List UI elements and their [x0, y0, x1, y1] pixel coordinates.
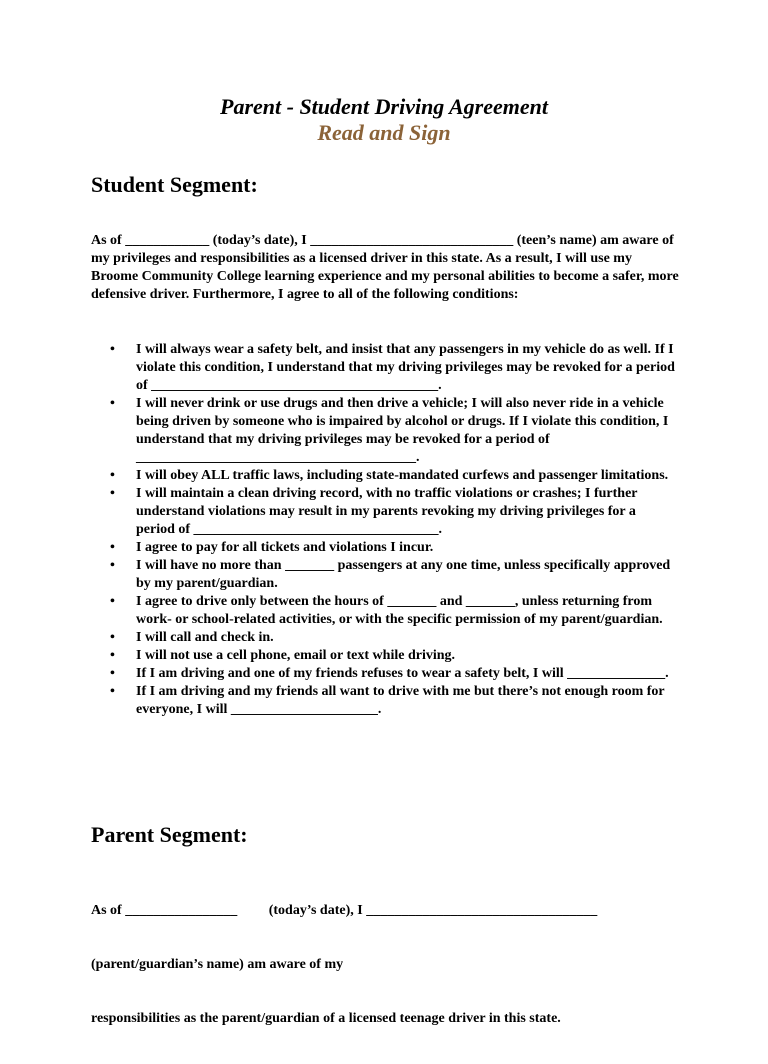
- list-item: [0, 665, 676, 683]
- list-item: [0, 629, 676, 647]
- condition-text: I will always wear a safety belt, and insist that any passengers in my vehicle do as well. If I violate this condition, I understand that my driving privileges may be revoked for a period of _________________________________________.: [136, 342, 675, 393]
- parent-segment-heading: Parent Segment:: [91, 822, 248, 847]
- student-conditions-list: [0, 341, 768, 719]
- list-item: [0, 341, 676, 395]
- bullet-icon: •: [110, 594, 115, 609]
- condition-text: If I am driving and my friends all want to drive with me but there’s not enough room for everyone, I will _____________________.: [136, 684, 665, 717]
- parent-intro-line: responsibilities as the parent/guardian of a licensed teenage driver in this state.: [91, 1011, 561, 1026]
- bullet-icon: •: [110, 486, 115, 501]
- bullet-icon: •: [110, 630, 115, 645]
- list-item: [0, 467, 676, 485]
- bullet-icon: •: [110, 468, 115, 483]
- bullet-icon: •: [110, 648, 115, 663]
- bullet-icon: •: [110, 558, 115, 573]
- bullet-icon: •: [110, 666, 115, 681]
- parent-intro-line: As of ________________ (today’s date), I _________________________________: [91, 903, 598, 918]
- list-item: [0, 647, 676, 665]
- condition-text: I will call and check in.: [136, 630, 274, 645]
- parent-intro-paragraph: [91, 866, 681, 1064]
- student-intro-paragraph: As of ____________ (today’s date), I _____________________________ (teen’s name) am aware of my privileges and responsibilities as a licensed driver in this state. As a result, I will use my Broome Community College learning experience and my personal abilities to become a safer, more defensive driver. Furthermore, I agree to all of the following conditions:: [91, 233, 683, 302]
- bullet-icon: •: [110, 684, 115, 699]
- list-item: [0, 557, 676, 593]
- condition-text: I agree to pay for all tickets and violations I incur.: [136, 540, 434, 555]
- list-item: [0, 485, 676, 539]
- list-item: [0, 593, 676, 629]
- bullet-icon: •: [110, 396, 115, 411]
- bullet-icon: •: [110, 540, 115, 555]
- bullet-icon: •: [110, 342, 115, 357]
- condition-text: I will have no more than _______ passengers at any one time, unless specifically approved by my parent/guardian.: [136, 558, 671, 591]
- list-item: [0, 395, 676, 467]
- condition-text: I will not use a cell phone, email or text while driving.: [136, 648, 456, 663]
- condition-text: If I am driving and one of my friends refuses to wear a safety belt, I will ______________.: [136, 666, 669, 681]
- condition-text: I agree to drive only between the hours of _______ and _______, unless returning from work- or school-related activities, or with the specific permission of my parent/guardian.: [136, 594, 663, 627]
- document-subtitle: Read and Sign: [317, 120, 451, 145]
- condition-text: I will obey ALL traffic laws, including state-mandated curfews and passenger limitations.: [136, 468, 669, 483]
- condition-text: I will maintain a clean driving record, with no traffic violations or crashes; I further understand violations may result in my parents revoking my driving privileges for a period of ___________________________________.: [136, 486, 638, 537]
- list-item: [0, 683, 676, 719]
- student-segment-heading: Student Segment:: [91, 172, 258, 197]
- parent-intro-line: (parent/guardian’s name) am aware of my: [91, 957, 344, 972]
- document-title: Parent - Student Driving Agreement: [220, 94, 548, 119]
- list-item: [0, 539, 676, 557]
- condition-text: I will never drink or use drugs and then drive a vehicle; I will also never ride in a vehicle being driven by someone who is impaired by alcohol or drugs. If I violate this condition, I understand that my driving privileges may be revoked for a period of ________________________________________.: [136, 396, 669, 465]
